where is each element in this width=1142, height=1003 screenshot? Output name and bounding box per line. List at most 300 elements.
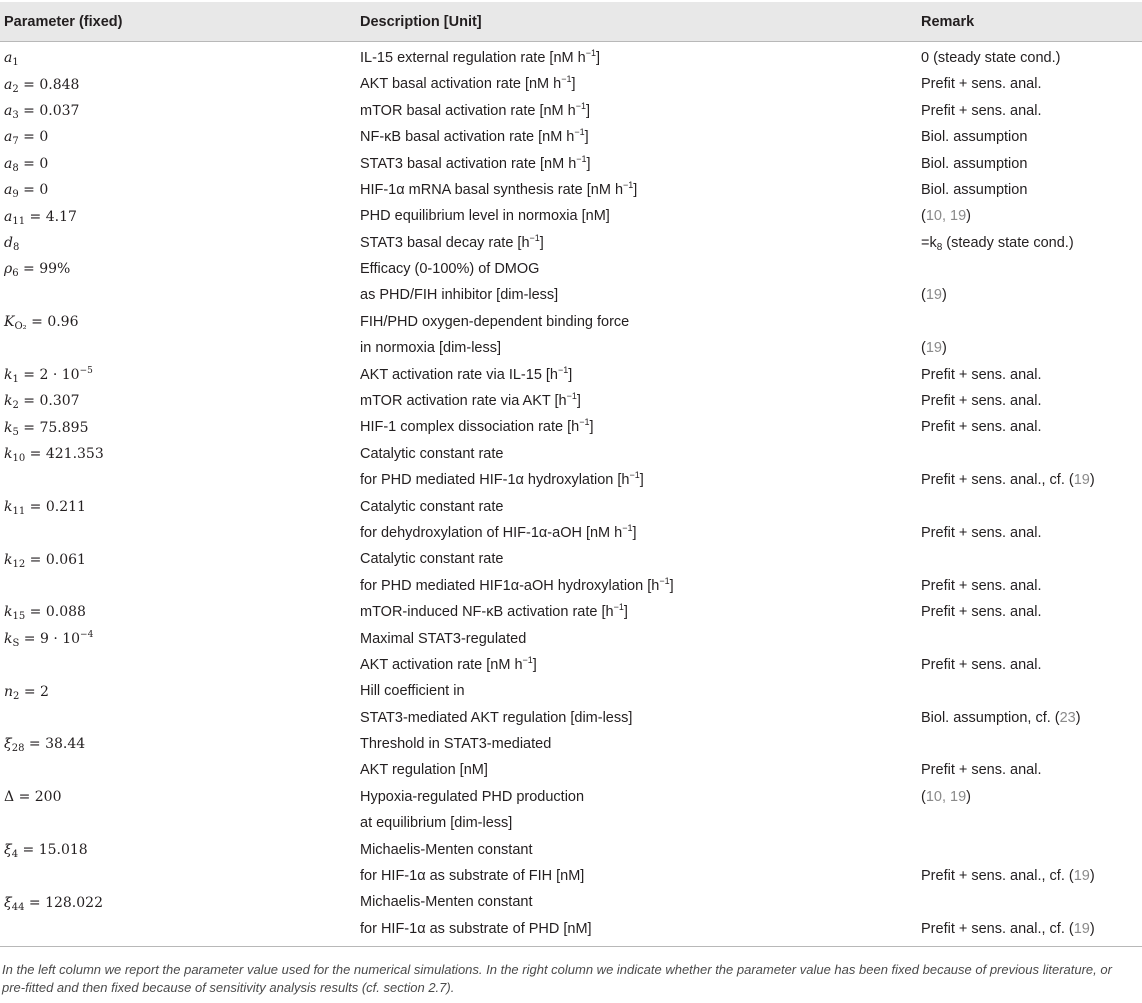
description-cell [356,837,917,863]
parameter-value: = 0 [18,182,49,199]
parameter-value: = 421.353 [25,446,104,463]
unit-close: ] [539,234,544,251]
description-cell [356,467,917,493]
description-cell [356,335,917,361]
description-cell [356,599,917,625]
parameter-subscript: 2 [13,690,20,702]
description-cell [356,256,917,282]
description-cell [356,546,917,572]
unit-exponent: −1 [659,575,670,586]
unit-exponent: −1 [585,47,596,58]
parameter-exponent: −4 [80,629,94,640]
parameter-subscript: 6 [12,268,19,280]
remark-cell [917,705,1142,731]
remark-cell [917,573,1142,599]
parameter-cell [0,203,356,229]
parameter-symbol: a [4,182,13,199]
unit-close: ] [586,155,591,172]
description-text: AKT basal activation rate [nM h [360,76,562,93]
description-cell [356,177,917,203]
table-row [0,362,1142,388]
description-text: Michaelis-Menten constant [360,841,533,858]
parameter-cell [0,42,356,72]
table-row [0,652,1142,678]
table-row [0,810,1142,836]
table-row [0,546,1142,572]
description-text: as PHD/FIH inhibitor [dim-less] [360,287,559,304]
description-text: Maximal STAT3-regulated [360,630,527,647]
parameter-symbol: k [4,498,13,515]
description-text: STAT3-mediated AKT regulation [dim-less] [360,709,633,726]
remark-cell [917,546,1142,572]
remark-text: 0 (steady state cond.) [921,49,1061,66]
description-cell [356,758,917,784]
remark-text: Prefit + sens. anal. [921,102,1042,119]
parameter-value: = 75.895 [18,419,89,436]
table-row [0,467,1142,493]
remark-text: =k [921,234,937,251]
parameter-subscript: 7 [12,136,19,148]
table-row [0,626,1142,652]
reference-link: 19 [1073,472,1090,489]
description-text: Efficacy (0-100%) of DMOG [360,261,540,278]
remark-text: Prefit + sens. anal. [921,419,1042,436]
parameter-value: = 0.061 [25,551,86,568]
remark-close: ) [966,208,972,225]
remark-text: Biol. assumption [921,181,1028,198]
parameter-value: = 99% [18,261,71,278]
parameter-cell [0,863,356,889]
unit-close: ] [633,181,638,198]
description-text: mTOR activation rate via AKT [h [360,393,567,410]
description-text: STAT3 basal decay rate [h [360,234,530,251]
remark-cell [917,335,1142,361]
reference-link: 19 [925,340,942,357]
unit-exponent: −1 [574,127,585,138]
unit-exponent: −1 [622,522,633,533]
remark-text: Prefit + sens. anal. [921,366,1042,383]
table-row [0,335,1142,361]
parameter-subscript: 1 [12,373,19,385]
parameter-cell [0,626,356,652]
reference-link: 19 [1073,868,1090,885]
table-row [0,98,1142,124]
parameter-table [0,2,1142,947]
parameter-value: = 0 [18,155,49,172]
table-row [0,758,1142,784]
parameter-cell [0,124,356,150]
header-parameter: Parameter (fixed) [0,2,356,42]
description-text: HIF-1α mRNA basal synthesis rate [nM h [360,181,624,198]
parameter-value: = 128.022 [24,894,103,911]
parameter-value: = 200 [14,789,62,806]
unit-exponent: −1 [575,100,586,111]
parameter-cell [0,283,356,309]
parameter-symbol: k [4,419,13,436]
parameter-symbol: k [4,630,13,647]
description-text: PHD equilibrium level in normoxia [nM] [360,208,610,225]
description-cell [356,441,917,467]
description-text: in normoxia [dim-less] [360,340,502,357]
description-text: Hill coefficient in [360,683,465,700]
parameter-symbol: a [4,208,13,225]
parameter-cell [0,546,356,572]
description-cell [356,916,917,947]
parameter-symbol: k [4,393,13,410]
parameter-symbol: a [4,76,13,93]
remark-cell [917,652,1142,678]
remark-cell [917,837,1142,863]
unit-exponent: −1 [613,602,624,613]
unit-exponent: −1 [579,417,590,428]
unit-close: ] [568,366,573,383]
description-text: for PHD mediated HIF-1α hydroxylation [h [360,472,630,489]
parameter-subscript: 12 [12,558,26,570]
parameter-exponent: −5 [79,365,93,376]
remark-close: ) [1089,472,1095,489]
header-remark: Remark [917,2,1142,42]
table-row [0,731,1142,757]
description-cell [356,678,917,704]
remark-cell [917,467,1142,493]
header-row [0,2,1142,42]
unit-exponent: −1 [561,74,572,85]
parameter-cell [0,362,356,388]
unit-exponent: −1 [566,391,577,402]
unit-exponent: −1 [529,232,540,243]
parameter-cell [0,890,356,916]
remark-text: Prefit + sens. anal. [921,656,1042,673]
parameter-symbol: n [4,683,14,700]
description-text: Threshold in STAT3-mediated [360,736,552,753]
unit-close: ] [571,76,576,93]
description-text: Catalytic constant rate [360,498,504,515]
parameter-subscript: 2 [12,400,19,412]
description-cell [356,863,917,889]
unit-exponent: −1 [522,654,533,665]
parameter-symbol: k [4,604,13,621]
description-cell [356,731,917,757]
table-row [0,256,1142,282]
table-row [0,916,1142,947]
remark-cell [917,494,1142,520]
parameter-cell [0,678,356,704]
table-row [0,441,1142,467]
reference-link: 10, 19 [925,208,967,225]
parameter-value: = 15.018 [18,841,88,858]
remark-text: ( [921,287,926,304]
description-cell [356,890,917,916]
remark-text: Prefit + sens. anal. [921,393,1042,410]
parameter-subscript: 2 [12,83,19,95]
parameter-cell [0,309,356,335]
description-text: Hypoxia-regulated PHD production [360,788,585,805]
remark-cell [917,256,1142,282]
remark-text: Prefit + sens. anal. [921,762,1042,779]
parameter-value: = 2 [19,683,49,700]
parameter-symbol: a [4,129,13,146]
table-row [0,573,1142,599]
parameter-cell [0,388,356,414]
table-row [0,890,1142,916]
description-text: for HIF-1α as substrate of PHD [nM] [360,920,592,937]
parameter-subscript: O₂ [14,321,27,333]
unit-close: ] [632,524,637,541]
description-text: for PHD mediated HIF1α-aOH hydroxylation [h [360,577,660,594]
parameter-cell [0,916,356,947]
unit-close: ] [585,102,591,119]
parameter-symbol: k [4,366,13,383]
remark-text: Prefit + sens. anal., cf. ( [921,472,1074,489]
parameter-subscript: 28 [11,743,25,755]
description-text: FIH/PHD oxygen-dependent binding force [360,313,630,330]
description-cell [356,784,917,810]
parameter-cell [0,151,356,177]
parameter-cell [0,784,356,810]
parameter-symbol: ξ [4,841,12,858]
description-cell [356,124,917,150]
table-row [0,388,1142,414]
table-body [0,42,1142,947]
description-text: NF-κB basal activation rate [nM h [360,129,575,146]
remark-text: ( [921,788,926,805]
description-text: STAT3 basal activation rate [nM h [360,155,577,172]
parameter-cell [0,758,356,784]
parameter-subscript: 8 [12,162,19,174]
parameter-cell [0,441,356,467]
remark-text: Prefit + sens. anal. [921,524,1042,541]
table-row [0,283,1142,309]
parameter-value: = 38.44 [24,736,86,753]
parameter-subscript: 11 [12,505,26,517]
reference-link: 23 [1059,709,1076,726]
table-row [0,837,1142,863]
description-cell [356,42,917,72]
parameter-cell [0,573,356,599]
remark-close: ) [966,788,972,805]
description-cell [356,203,917,229]
parameter-symbol: k [4,551,13,568]
remark-cell [917,283,1142,309]
parameter-symbol: Δ [4,789,15,806]
parameter-value: = 0.96 [26,314,79,331]
remark-cell [917,678,1142,704]
table-caption: In the left column we report the parameter value used for the numerical simulations. In the right column we indicate whether the parameter value has been fixed because of previous literature, or pre-fitted and then fixed because of sensitivity analysis results (cf. section 2.7). [2,962,1112,995]
parameter-subscript: 3 [12,109,19,121]
remark-text: Biol. assumption, cf. ( [921,709,1060,726]
description-text: for dehydroxylation of HIF-1α-aOH [nM h [360,524,623,541]
remark-cell [917,810,1142,836]
remark-close: (steady state cond.) [942,234,1074,251]
table-row [0,705,1142,731]
description-text: for HIF-1α as substrate of FIH [nM] [360,868,585,885]
description-cell [356,309,917,335]
parameter-subscript: 10 [12,453,26,465]
parameter-cell [0,230,356,256]
description-cell [356,388,917,414]
description-cell [356,414,917,440]
table-row [0,784,1142,810]
parameter-symbol: a [4,155,13,172]
table-row [0,414,1142,440]
remark-cell [917,230,1142,256]
remark-cell [917,203,1142,229]
unit-exponent: −1 [623,179,634,190]
remark-cell [917,626,1142,652]
unit-close: ] [639,472,644,489]
remark-close: ) [1075,709,1081,726]
remark-close: ) [1089,868,1095,885]
description-cell [356,230,917,256]
description-cell [356,494,917,520]
remark-close: ) [941,340,947,357]
parameter-cell [0,599,356,625]
parameter-cell [0,71,356,97]
description-text: AKT activation rate via IL-15 [h [360,366,559,383]
description-cell [356,151,917,177]
remark-text: Biol. assumption [921,155,1028,172]
remark-text: ( [921,208,926,225]
parameter-cell [0,520,356,546]
parameter-cell [0,810,356,836]
description-cell [356,573,917,599]
parameter-value: = 2 · 10 [18,366,80,383]
remark-text: Prefit + sens. anal., cf. ( [921,868,1074,885]
table-row [0,124,1142,150]
unit-close: ] [576,393,581,410]
reference-link: 10, 19 [925,788,967,805]
unit-close: ] [589,419,594,436]
unit-close: ] [595,49,600,66]
remark-cell [917,42,1142,72]
parameter-symbol: k [4,446,13,463]
parameter-value: = 0.088 [25,604,86,621]
parameter-symbol: d [4,234,13,251]
table-row [0,599,1142,625]
remark-cell [917,388,1142,414]
description-cell [356,705,917,731]
parameter-value: = 0.307 [18,393,80,410]
description-cell [356,362,917,388]
parameter-subscript: 4 [11,848,19,860]
table-row [0,203,1142,229]
table-row [0,177,1142,203]
unit-close: ] [623,604,628,621]
parameter-symbol: a [4,50,13,67]
remark-cell [917,177,1142,203]
remark-cell [917,309,1142,335]
reference-link: 19 [925,287,942,304]
unit-exponent: −1 [558,364,569,375]
remark-close: ) [1089,920,1095,937]
remark-cell [917,599,1142,625]
remark-cell [917,731,1142,757]
remark-cell [917,151,1142,177]
parameter-subscript: 15 [12,611,26,623]
table-row [0,230,1142,256]
description-cell [356,71,917,97]
parameter-subscript: 11 [12,215,26,227]
parameter-value: = 4.17 [25,208,77,225]
parameter-value: = 0 [18,129,49,146]
parameter-cell [0,731,356,757]
description-cell [356,283,917,309]
description-cell [356,98,917,124]
remark-cell [917,916,1142,947]
remark-text: Prefit + sens. anal. [921,604,1042,621]
parameter-cell [0,335,356,361]
description-text: Catalytic constant rate [360,551,504,568]
remark-text: Prefit + sens. anal., cf. ( [921,920,1074,937]
description-text: IL-15 external regulation rate [nM h [360,49,586,66]
parameter-symbol: K [4,314,15,331]
remark-text: Prefit + sens. anal. [921,76,1042,93]
description-text: HIF-1 complex dissociation rate [h [360,419,580,436]
remark-subscript: 8 [936,241,943,253]
remark-cell [917,758,1142,784]
parameter-cell [0,494,356,520]
parameter-cell [0,705,356,731]
remark-cell [917,414,1142,440]
table-row [0,42,1142,72]
parameter-cell [0,652,356,678]
parameter-subscript: 9 [12,189,19,201]
parameter-value: = 0.037 [18,102,80,119]
parameter-symbol: a [4,102,13,119]
unit-exponent: −1 [576,153,587,164]
remark-cell [917,124,1142,150]
parameter-cell [0,837,356,863]
table-row [0,678,1142,704]
parameter-value: = 0.848 [18,76,80,93]
unit-exponent: −1 [629,470,640,481]
table-header [0,2,1142,42]
parameter-subscript: S [12,637,20,649]
description-text: mTOR-induced NF-κB activation rate [h [360,604,614,621]
parameter-subscript: 44 [11,901,25,913]
description-text: Catalytic constant rate [360,445,504,462]
unit-close: ] [669,577,674,594]
description-cell [356,626,917,652]
reference-link: 19 [1073,920,1090,937]
parameter-symbol: ξ [4,736,12,753]
header-description: Description [Unit] [356,2,917,42]
remark-cell [917,520,1142,546]
parameter-subscript: 5 [12,426,19,438]
table-row [0,520,1142,546]
parameter-subscript: 8 [12,241,20,253]
parameter-cell [0,256,356,282]
description-text: AKT regulation [nM] [360,762,488,779]
description-text: Michaelis-Menten constant [360,894,533,911]
remark-cell [917,863,1142,889]
parameter-value: = 9 · 10 [19,630,81,647]
parameter-symbol: ρ [4,261,13,278]
parameter-cell [0,414,356,440]
table-row [0,71,1142,97]
table-row [0,494,1142,520]
remark-text: ( [921,340,926,357]
table-row [0,863,1142,889]
table-row [0,309,1142,335]
parameter-cell [0,177,356,203]
remark-text: Biol. assumption [921,129,1028,146]
table-row [0,151,1142,177]
description-text: at equilibrium [dim-less] [360,815,513,832]
description-cell [356,652,917,678]
remark-cell [917,784,1142,810]
description-text: AKT activation rate [nM h [360,656,523,673]
